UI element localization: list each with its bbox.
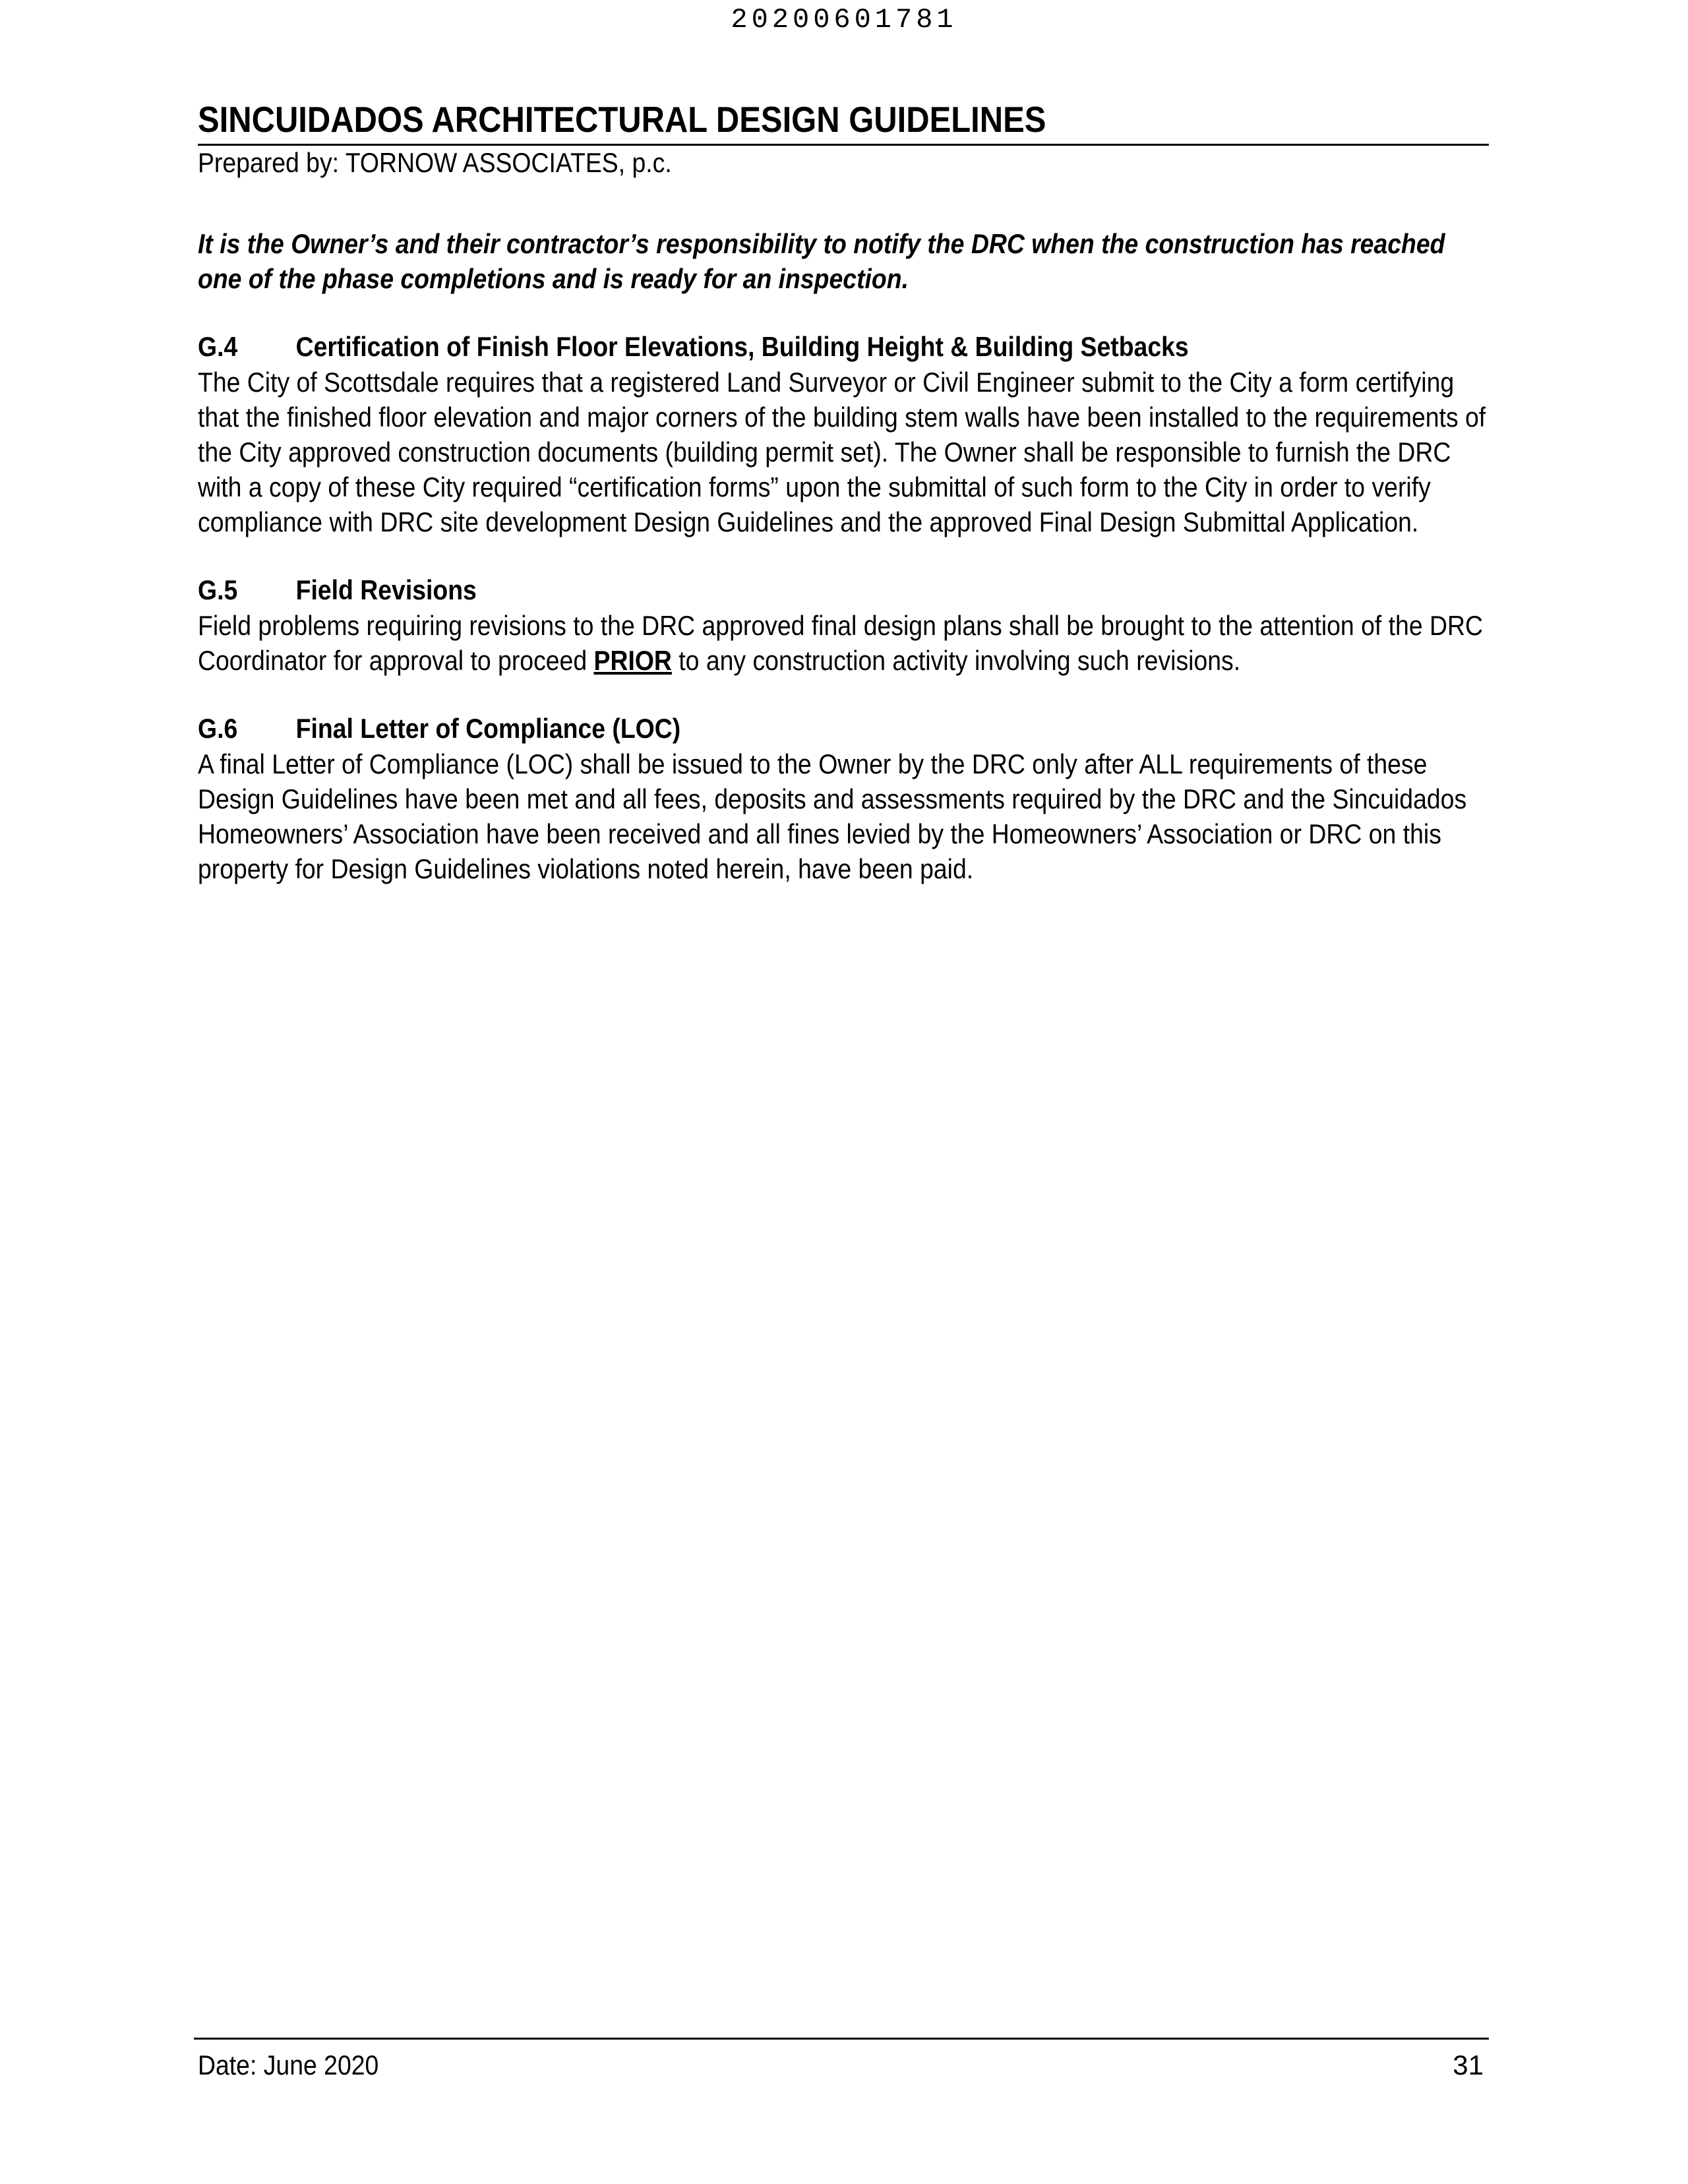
section-number: G.4 — [198, 331, 238, 362]
section-body: The City of Scottsdale requires that a registered Land Surveyor or Civil Engineer submit to the City a form certifying that the finished floor elevation and major corners of the building stem walls have been installed to the requirements of the City approved construction documents (building permit set). The Owner shall be responsible to furnish the DRC with a copy of these City required “certification forms” upon the submittal of such form to the City in order to verify compliance with DRC site development Design Guidelines and the approved Final Design Submittal Application. — [198, 367, 1486, 537]
document-title: SINCUIDADOS ARCHITECTURAL DESIGN GUIDELINES — [198, 99, 1046, 140]
section-body-text: to any construction activity involving such revisions. — [671, 645, 1241, 676]
document-number: 20200601781 — [731, 4, 957, 36]
page-content — [198, 96, 1489, 886]
section-number: G.6 — [198, 713, 238, 744]
prior-emphasis: PRIOR — [593, 645, 672, 676]
section-heading — [198, 711, 1347, 746]
section-title: Certification of Finish Floor Elevations, Building Height & Building Setbacks — [295, 331, 1189, 362]
page-number: 31 — [1453, 2049, 1484, 2080]
section-body: A final Letter of Compliance (LOC) shall be issued to the Owner by the DRC only after ALL requirements of these Design Guidelines have been met and all fees, deposits and assessments required by the DRC and the Sincuidados Homeowners’ Association have been received and all fines levied by the Homeowners’ Association or DRC on this property for Design Guidelines violations noted herein, have been paid. — [198, 748, 1467, 884]
section-g5 — [198, 572, 1489, 678]
inspection-notice: It is the Owner’s and their contractor’s responsibility to notify the DRC when the construction has reached one of the phase completions and is ready for an inspection. — [198, 228, 1445, 294]
section-body — [198, 608, 1492, 678]
footer-date: Date: June 2020 — [198, 2049, 379, 2080]
section-title: Final Letter of Compliance (LOC) — [295, 713, 681, 744]
section-body-text: Field problems requiring revisions to the DRC approved final design plans shall be brought to the attention of the DRC Coordinator for approval to proceed — [198, 610, 1484, 676]
section-g4 — [198, 329, 1489, 539]
section-number: G.5 — [198, 574, 238, 605]
section-g6 — [198, 711, 1489, 886]
section-title: Field Revisions — [295, 574, 477, 605]
section-heading — [198, 572, 1347, 608]
prepared-by: Prepared by: TORNOW ASSOCIATES, p.c. — [198, 147, 672, 178]
section-heading — [198, 329, 1347, 365]
footer-rule — [194, 2038, 1489, 2040]
